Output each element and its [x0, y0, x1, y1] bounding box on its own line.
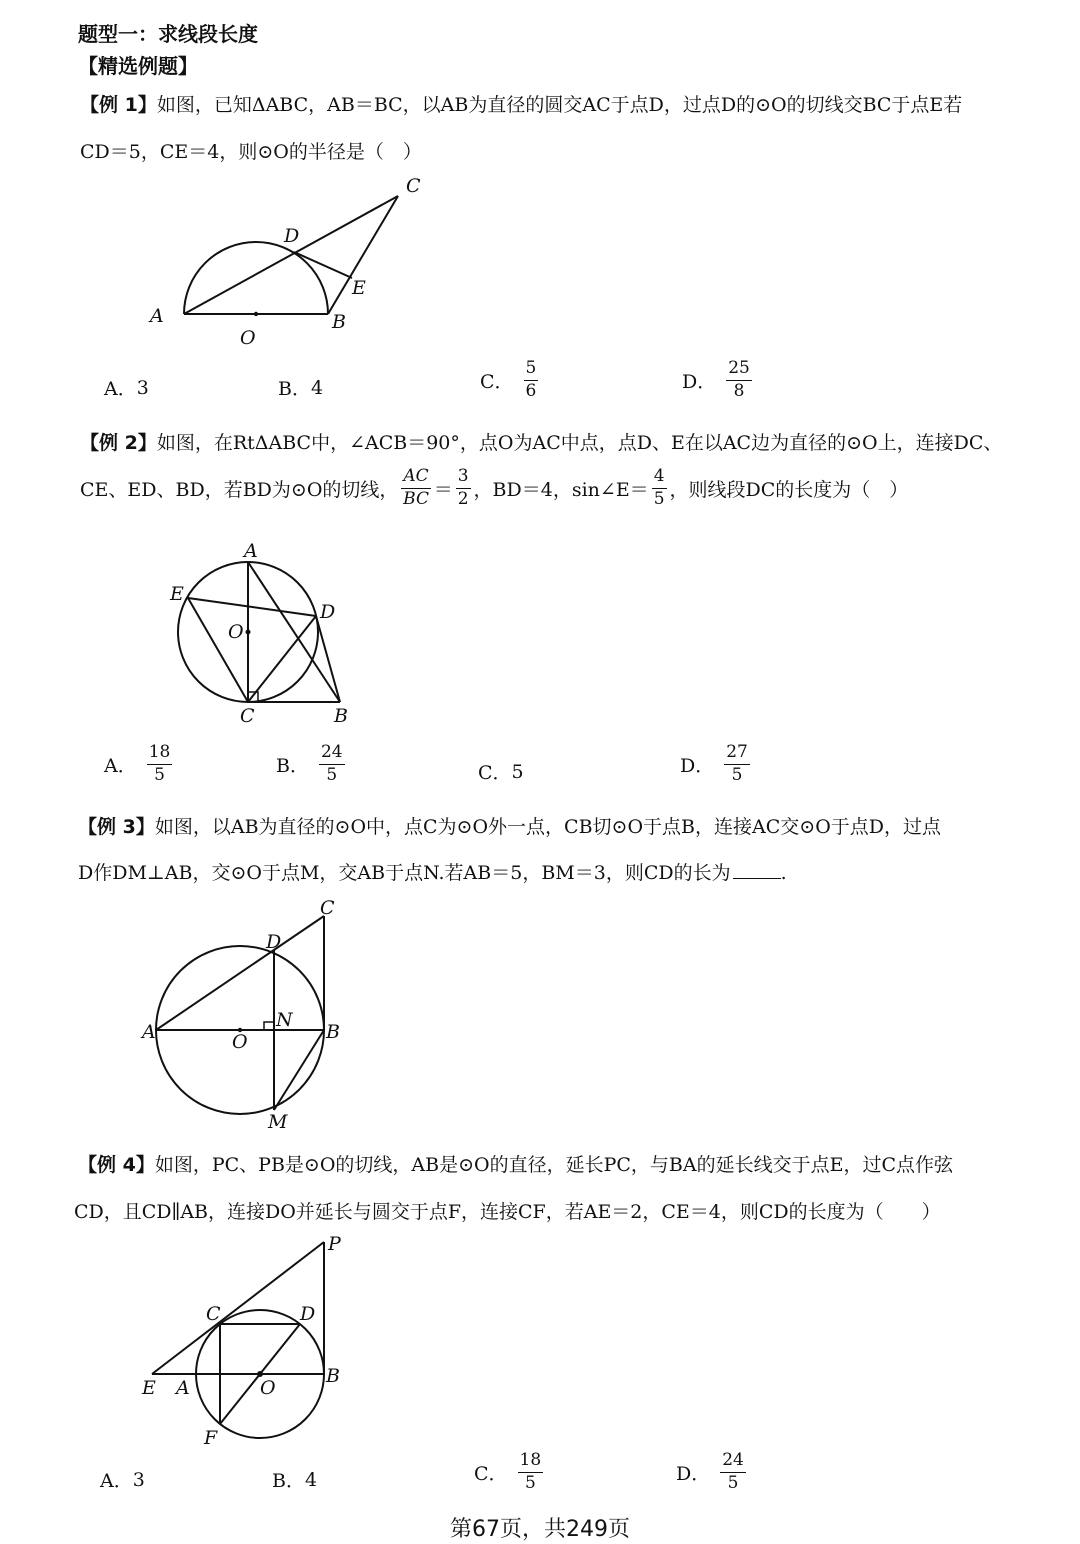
option-letter: D．: [680, 754, 715, 777]
ex4-pt-o: O: [260, 1377, 276, 1399]
ex2-option-d[interactable]: [680, 744, 750, 785]
ex3-pt-d: D: [266, 931, 282, 953]
option-fraction: [524, 360, 539, 401]
ex2-text2c: ，则线段DC的长度为（ ）: [669, 478, 909, 501]
ex2-option-b[interactable]: [276, 744, 345, 785]
ex1-pt-e: E: [352, 277, 366, 299]
option-letter: C．: [480, 370, 514, 393]
ex2-pt-d: D: [320, 601, 336, 623]
ex4-option-c[interactable]: [474, 1452, 543, 1493]
ex3-pt-b: B: [326, 1021, 340, 1043]
ex2-fraction-4-5: [652, 468, 667, 509]
ex1-figure: [140, 170, 440, 350]
option-fraction: [726, 360, 752, 401]
ex3-answer-blank[interactable]: [733, 860, 781, 879]
option-fraction: [147, 744, 173, 785]
fraction-denominator: 8: [733, 380, 745, 401]
fraction-numerator: 27: [724, 744, 750, 765]
fraction-numerator: 18: [518, 1452, 544, 1473]
ex2-equals: ＝: [433, 478, 453, 501]
subsection-title: 【精选例题】: [78, 54, 198, 78]
ex2-label: 【例 2】: [80, 432, 157, 454]
fraction-numerator: 5: [524, 360, 539, 381]
fraction-denominator: 2: [457, 488, 469, 509]
ex2-ab: [248, 562, 340, 702]
option-letter: C．: [474, 1462, 508, 1485]
ex4-pt-c: C: [206, 1303, 221, 1325]
option-value: 4: [310, 376, 324, 399]
ex3-ac: [156, 916, 324, 1030]
ex2-option-c[interactable]: [478, 758, 524, 785]
option-letter: B．: [276, 754, 309, 777]
ex1-de: [294, 252, 352, 278]
ex1-line1: [80, 90, 962, 117]
ex4-label: 【例 4】: [78, 1154, 155, 1176]
fraction-numerator: AC: [401, 468, 430, 489]
ex4-line1: [78, 1150, 953, 1177]
option-letter: B．: [272, 1470, 305, 1492]
option-value: 5: [511, 760, 524, 783]
fraction-denominator: BC: [403, 488, 429, 509]
ex4-ep: [152, 1242, 324, 1374]
ex4-figure: [134, 1228, 364, 1452]
ex1-option-b[interactable]: [278, 374, 323, 401]
fraction-denominator: 5: [524, 1472, 536, 1493]
ex2-fraction-ac-bc: [401, 468, 430, 509]
ex1-option-d[interactable]: [682, 360, 752, 401]
page-footer: 第67页，共249页: [450, 1517, 630, 1542]
ex2-text2a: CE、ED、BD，若BD为⊙O的切线，: [80, 478, 399, 501]
fraction-denominator: 6: [525, 380, 537, 401]
option-fraction: [518, 1452, 544, 1493]
ex1-pt-o: O: [240, 327, 256, 349]
option-letter: D．: [682, 370, 717, 393]
ex3-pt-a: A: [142, 1021, 156, 1043]
ex4-text1: 如图，PC、PB是⊙O的切线，AB是⊙O的直径，延长PC，与BA的延长线交于点E，过C点作弦: [154, 1154, 954, 1176]
ex4-pt-a: A: [176, 1377, 190, 1399]
ex2-center-dot: [246, 630, 251, 635]
ex1-option-a[interactable]: [104, 374, 149, 401]
option-fraction: [724, 744, 750, 785]
ex2-option-a[interactable]: [104, 744, 172, 785]
option-letter: B．: [278, 378, 311, 400]
ex3-figure: [136, 896, 356, 1132]
fraction-denominator: 5: [154, 764, 165, 785]
option-fraction: [319, 744, 345, 785]
ex3-text1: 如图，以AB为直径的⊙O中，点C为⊙O外一点，CB切⊙O于点B，连接AC交⊙O于点D，过点: [154, 816, 942, 838]
ex4-pt-p: P: [328, 1233, 341, 1255]
ex2-pt-e: E: [170, 583, 184, 605]
ex1-center-dot: [254, 312, 258, 316]
fraction-numerator: 24: [319, 744, 345, 765]
ex3-label: 【例 3】: [78, 816, 155, 838]
fraction-numerator: 3: [456, 468, 471, 489]
ex2-pt-b: B: [334, 705, 348, 727]
option-letter: A．: [100, 1470, 133, 1492]
section-title: 题型一：求线段长度: [78, 22, 258, 46]
ex1-text1: 如图，已知ΔABC，AB＝BC，以AB为直径的圆交AC于点D，过点D的⊙O的切线交BC于点E若: [156, 94, 963, 116]
option-value: 3: [132, 1468, 145, 1491]
ex4-pt-e: E: [142, 1377, 156, 1399]
ex1-label: 【例 1】: [80, 94, 157, 116]
option-letter: A．: [104, 378, 137, 400]
ex2-figure: [160, 536, 380, 730]
ex2-ec: [188, 598, 248, 702]
fraction-numerator: 24: [720, 1452, 746, 1473]
ex4-option-b[interactable]: [272, 1466, 317, 1493]
ex3-text2-end: .: [780, 862, 787, 884]
ex3-pt-n: N: [276, 1009, 293, 1031]
ex2-line1: [80, 428, 1002, 455]
ex4-pt-b: B: [326, 1365, 340, 1387]
ex2-db: [316, 616, 340, 702]
ex2-line2: [80, 468, 908, 509]
ex1-pt-a: A: [150, 305, 164, 327]
ex2-pt-o: O: [228, 621, 244, 643]
ex3-line1: [78, 812, 941, 839]
ex1-line2: CD＝5，CE＝4，则⊙O的半径是（ ）: [80, 141, 422, 163]
fraction-numerator: 4: [652, 468, 667, 489]
option-letter: D．: [676, 1462, 711, 1485]
fraction-numerator: 18: [147, 744, 173, 765]
ex2-dc: [248, 616, 316, 702]
ex4-pt-f: F: [204, 1427, 218, 1449]
option-value: 3: [136, 376, 149, 399]
ex2-ed: [188, 598, 316, 616]
ex3-text2: D作DM⊥AB，交⊙O于点M，交AB于点N.若AB＝5，BM＝3，则CD的长为: [78, 862, 731, 884]
ex3-pt-m: M: [268, 1111, 288, 1132]
ex2-text2b: ，BD＝4，sin∠E＝: [473, 478, 649, 501]
ex4-option-d[interactable]: [676, 1452, 746, 1493]
fraction-numerator: 25: [726, 360, 752, 381]
option-value: 4: [304, 1468, 318, 1491]
option-letter: C．: [478, 762, 512, 784]
ex4-line2: CD，且CD∥AB，连接DO并延长与圆交于点F，连接CF，若AE＝2，CE＝4，则CD的长度为（ ）: [74, 1201, 941, 1223]
fraction-denominator: 5: [653, 488, 665, 509]
ex3-pt-c: C: [320, 897, 335, 919]
ex3-mb: [274, 1030, 324, 1110]
ex3-line2: [78, 858, 787, 885]
ex4-option-a[interactable]: [100, 1466, 145, 1493]
ex2-text1: 如图，在RtΔABC中，∠ACB＝90°，点O为AC中点，点D、E在以AC边为直径的⊙O上，连接DC、: [156, 432, 1003, 454]
ex1-pt-c: C: [406, 175, 421, 197]
fraction-denominator: 5: [326, 764, 338, 785]
ex1-option-c[interactable]: [480, 360, 538, 401]
option-letter: A．: [104, 754, 137, 777]
ex3-pt-o: O: [232, 1031, 248, 1053]
fraction-denominator: 5: [727, 1472, 739, 1493]
ex2-pt-c: C: [240, 705, 255, 727]
ex2-fraction-3-2: [456, 468, 471, 509]
ex4-pt-d: D: [300, 1303, 316, 1325]
fraction-denominator: 5: [731, 764, 743, 785]
ex2-pt-a: A: [244, 540, 258, 562]
ex1-pt-d: D: [284, 225, 300, 247]
ex3-right-angle: [264, 1022, 274, 1030]
ex1-pt-b: B: [332, 311, 346, 333]
option-fraction: [720, 1452, 746, 1493]
